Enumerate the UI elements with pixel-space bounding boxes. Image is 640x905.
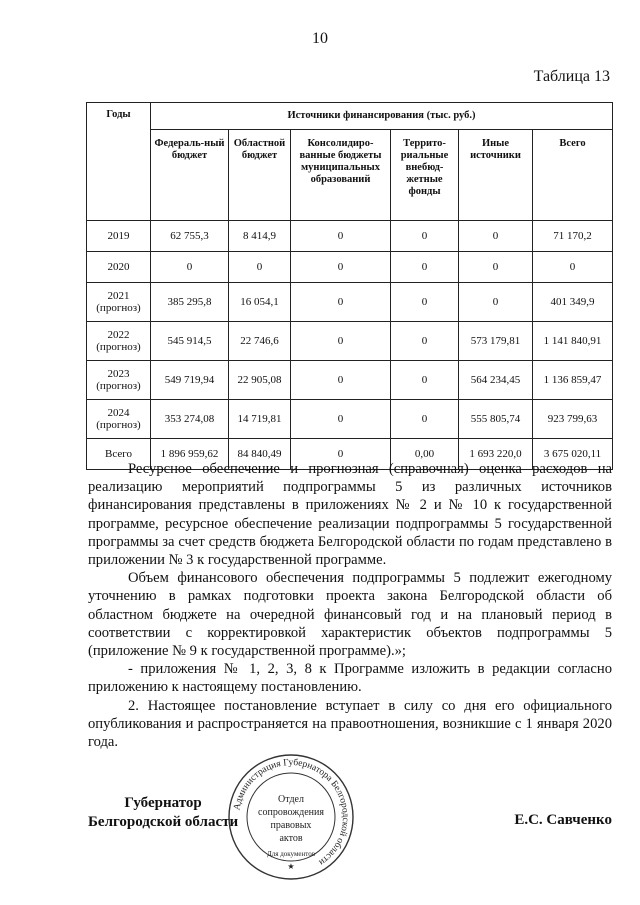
cell: 564 234,45 (459, 361, 533, 400)
cell: 1 141 840,91 (533, 322, 613, 361)
cell: 0,00 (391, 439, 459, 470)
stamp-line: актов (279, 833, 303, 844)
cell: 62 755,3 (151, 221, 229, 252)
signature-title (88, 794, 238, 832)
cell: 0 (291, 283, 391, 322)
col-header-federal: Федераль-ный бюджет (151, 130, 229, 221)
table-row (87, 400, 613, 439)
col-header-other: Иные источники (459, 130, 533, 221)
cell: 0 (391, 221, 459, 252)
cell: 8 414,9 (229, 221, 291, 252)
row-year: 2021 (прогноз) (87, 283, 151, 322)
cell: 401 349,9 (533, 283, 613, 322)
page-number: 10 (312, 30, 328, 47)
cell: 0 (151, 252, 229, 283)
cell: 0 (391, 361, 459, 400)
cell: 0 (291, 252, 391, 283)
cell: 0 (291, 439, 391, 470)
stamp-ring-text: Администрация Губернатора Белгородской области (232, 757, 351, 868)
paragraph: - приложения № 1, 2, 3, 8 к Программе изложить в редакции согласно приложению к настоящему постановлению. (88, 661, 612, 696)
col-header-regional: Областной бюджет (229, 130, 291, 221)
cell: 1 136 859,47 (533, 361, 613, 400)
stamp-bottom-text: Для документов (266, 850, 316, 858)
governor-region: Белгородской области (88, 814, 239, 830)
paragraph: 2. Настоящее постановление вступает в силу со дня его официального опубликования и распространяется на правоотношения, возникшие с 1 января 2020 года. (88, 697, 612, 751)
official-stamp (226, 752, 356, 882)
cell: 385 295,8 (151, 283, 229, 322)
cell: 545 914,5 (151, 322, 229, 361)
table-row (87, 361, 613, 400)
cell: 0 (291, 361, 391, 400)
cell: 0 (291, 400, 391, 439)
financing-table (86, 102, 613, 470)
col-header-total: Всего (533, 130, 613, 221)
cell: 3 675 020,11 (533, 439, 613, 470)
body-text (88, 460, 612, 751)
cell: 22 905,08 (229, 361, 291, 400)
signer-name: Е.С. Савченко (514, 812, 612, 828)
cell: 0 (391, 283, 459, 322)
cell: 0 (291, 322, 391, 361)
cell: 84 840,49 (229, 439, 291, 470)
cell: 0 (391, 322, 459, 361)
cell: 22 746,6 (229, 322, 291, 361)
table-label: Таблица 13 (533, 68, 610, 85)
cell: 353 274,08 (151, 400, 229, 439)
row-year: 2020 (87, 252, 151, 283)
years-header: Годы (87, 103, 151, 221)
cell: 0 (391, 252, 459, 283)
cell: 0 (291, 221, 391, 252)
sources-header: Источники финансирования (тыс. руб.) (151, 103, 613, 130)
table-row (87, 322, 613, 361)
cell: 71 170,2 (533, 221, 613, 252)
cell: 14 719,81 (229, 400, 291, 439)
paragraph: Объем финансового обеспечения подпрограммы 5 подлежит ежегодному уточнению в рамках подготовки проекта закона Белгородской области об областном бюджете на очередной финансовый год и на плановый период в соответствии с корректировкой характеристик объектов подпрограммы 5 (приложение № 9 к государственной программе).»; (88, 570, 612, 660)
table-row (87, 221, 613, 252)
cell: 0 (391, 400, 459, 439)
stamp-line: сопровождения (258, 807, 324, 818)
cell: 0 (459, 221, 533, 252)
row-year: 2019 (87, 221, 151, 252)
stamp-line: правовых (270, 820, 312, 831)
stamp-line: Отдел (278, 794, 304, 805)
cell: 573 179,81 (459, 322, 533, 361)
paragraph: Ресурсное обеспечение и прогнозная (справочная) оценка расходов на реализацию мероприятий подпрограммы 5 из различных источников финансирования представлены в приложениях № 2 и № 10 к государственной программе, ресурсное обеспечение реализации подпрограммы 5 государственной программы за счет средств бюджета Белгородской области по годам представлено в приложении № 3 к государственной программе. (88, 461, 612, 569)
cell: 1 693 220,0 (459, 439, 533, 470)
col-header-funds: Террито-риальные внебюд-жетные фонды (391, 130, 459, 221)
governor-title: Губернатор (124, 795, 202, 811)
cell: 0 (533, 252, 613, 283)
cell: 0 (229, 252, 291, 283)
cell: 549 719,94 (151, 361, 229, 400)
cell: 923 799,63 (533, 400, 613, 439)
cell: 0 (459, 252, 533, 283)
row-year: 2022 (прогноз) (87, 322, 151, 361)
row-year: 2023 (прогноз) (87, 361, 151, 400)
table-row (87, 252, 613, 283)
cell: 16 054,1 (229, 283, 291, 322)
cell: 555 805,74 (459, 400, 533, 439)
row-year: 2024 (прогноз) (87, 400, 151, 439)
row-year: Всего (87, 439, 151, 470)
cell: 0 (459, 283, 533, 322)
col-header-municipal: Консолидиро-ванные бюджеты муниципальных образований (291, 130, 391, 221)
svg-text:★: ★ (287, 862, 295, 871)
table-row (87, 283, 613, 322)
cell: 1 896 959,62 (151, 439, 229, 470)
